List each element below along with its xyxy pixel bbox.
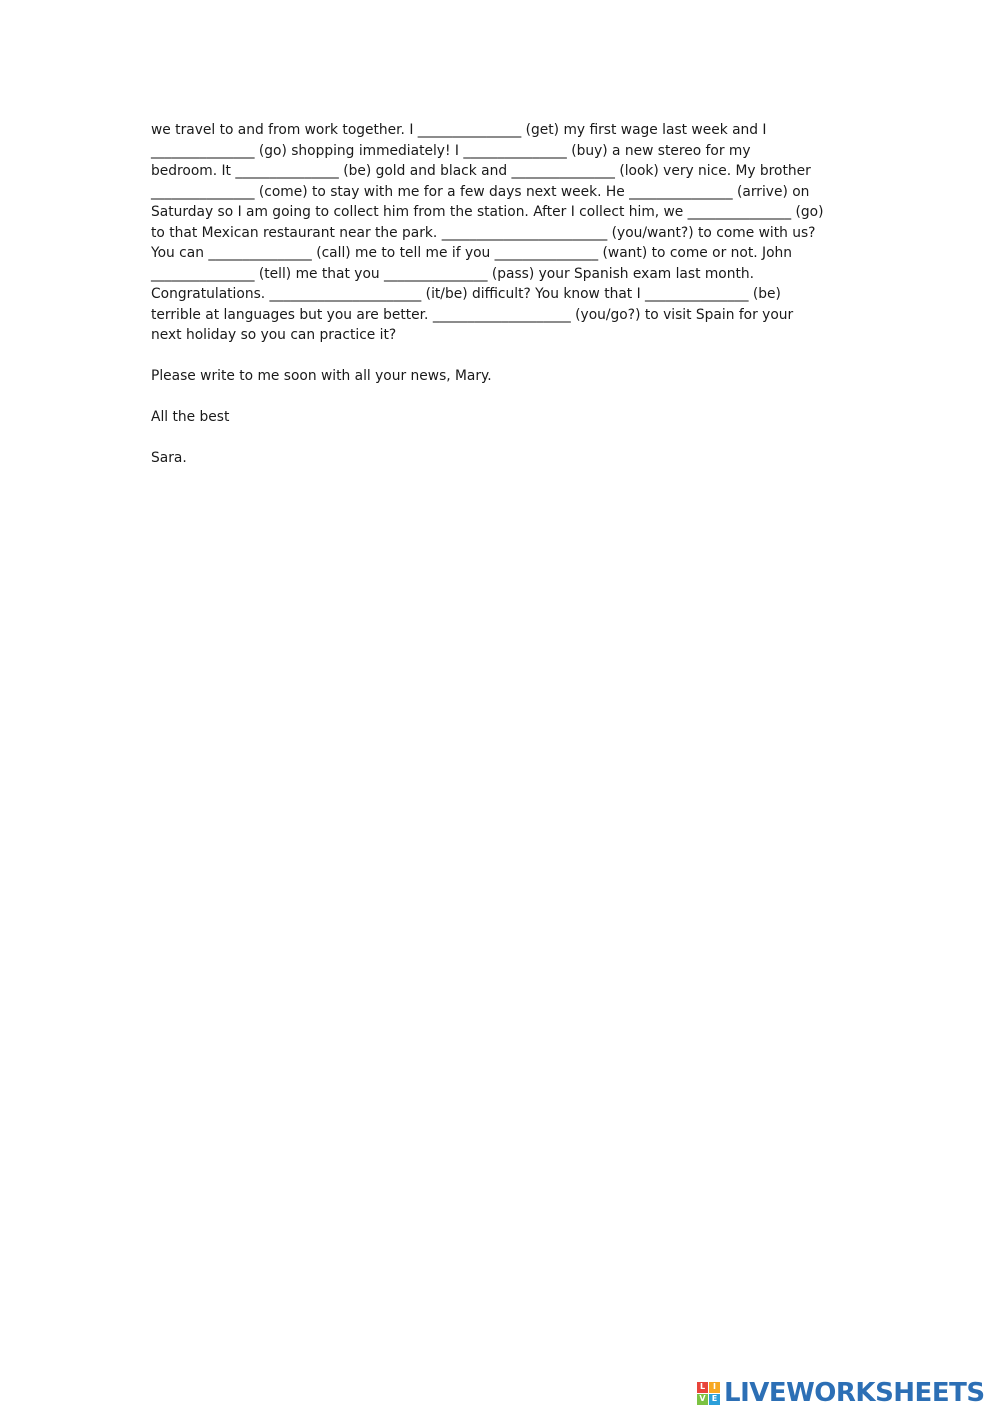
- logo-mark-letter: L: [697, 1382, 708, 1393]
- letter-line: next holiday so you can practice it?: [151, 327, 397, 343]
- letter-line: bedroom. It _______________ (be) gold and black and _______________ (look) very nice. My brother: [151, 163, 811, 179]
- liveworksheets-logo: [697, 1378, 985, 1408]
- letter-line: You can _______________ (call) me to tell me if you _______________ (want) to come or not. John: [151, 245, 793, 261]
- letter-line: we travel to and from work together. I _______________ (get) my first wage last week and I: [151, 122, 767, 138]
- letter-line: _______________ (come) to stay with me for a few days next week. He _______________ (arrive) on: [151, 183, 810, 200]
- closing-line: Please write to me soon with all your news, Mary.: [151, 368, 492, 384]
- logo-mark-letter: V: [697, 1394, 708, 1405]
- letter-line: Saturday so I am going to collect him from the station. After I collect him, we _______________ (go): [151, 204, 824, 220]
- letter-line: terrible at languages but you are better. ____________________ (you/go?) to visit Spain for your: [151, 306, 794, 323]
- letter-body: [151, 120, 851, 346]
- logo-mark-icon: [697, 1382, 720, 1405]
- logo-mark-letter: I: [709, 1382, 720, 1393]
- sign-off: All the best: [151, 409, 230, 425]
- letter-line: Congratulations. ______________________ (it/be) difficult? You know that I _______________ (be): [151, 286, 781, 302]
- logo-text: LIVEWORKSHEETS: [724, 1378, 985, 1408]
- letter-line: _______________ (tell) me that you _______________ (pass) your Spanish exam last month.: [151, 265, 755, 282]
- logo-mark-letter: E: [709, 1394, 720, 1405]
- signature-name: Sara.: [151, 450, 187, 466]
- letter-line: _______________ (go) shopping immediately! I _______________ (buy) a new stereo for my: [151, 142, 751, 159]
- letter-line: to that Mexican restaurant near the park. ________________________ (you/want?) to come with us?: [151, 224, 816, 241]
